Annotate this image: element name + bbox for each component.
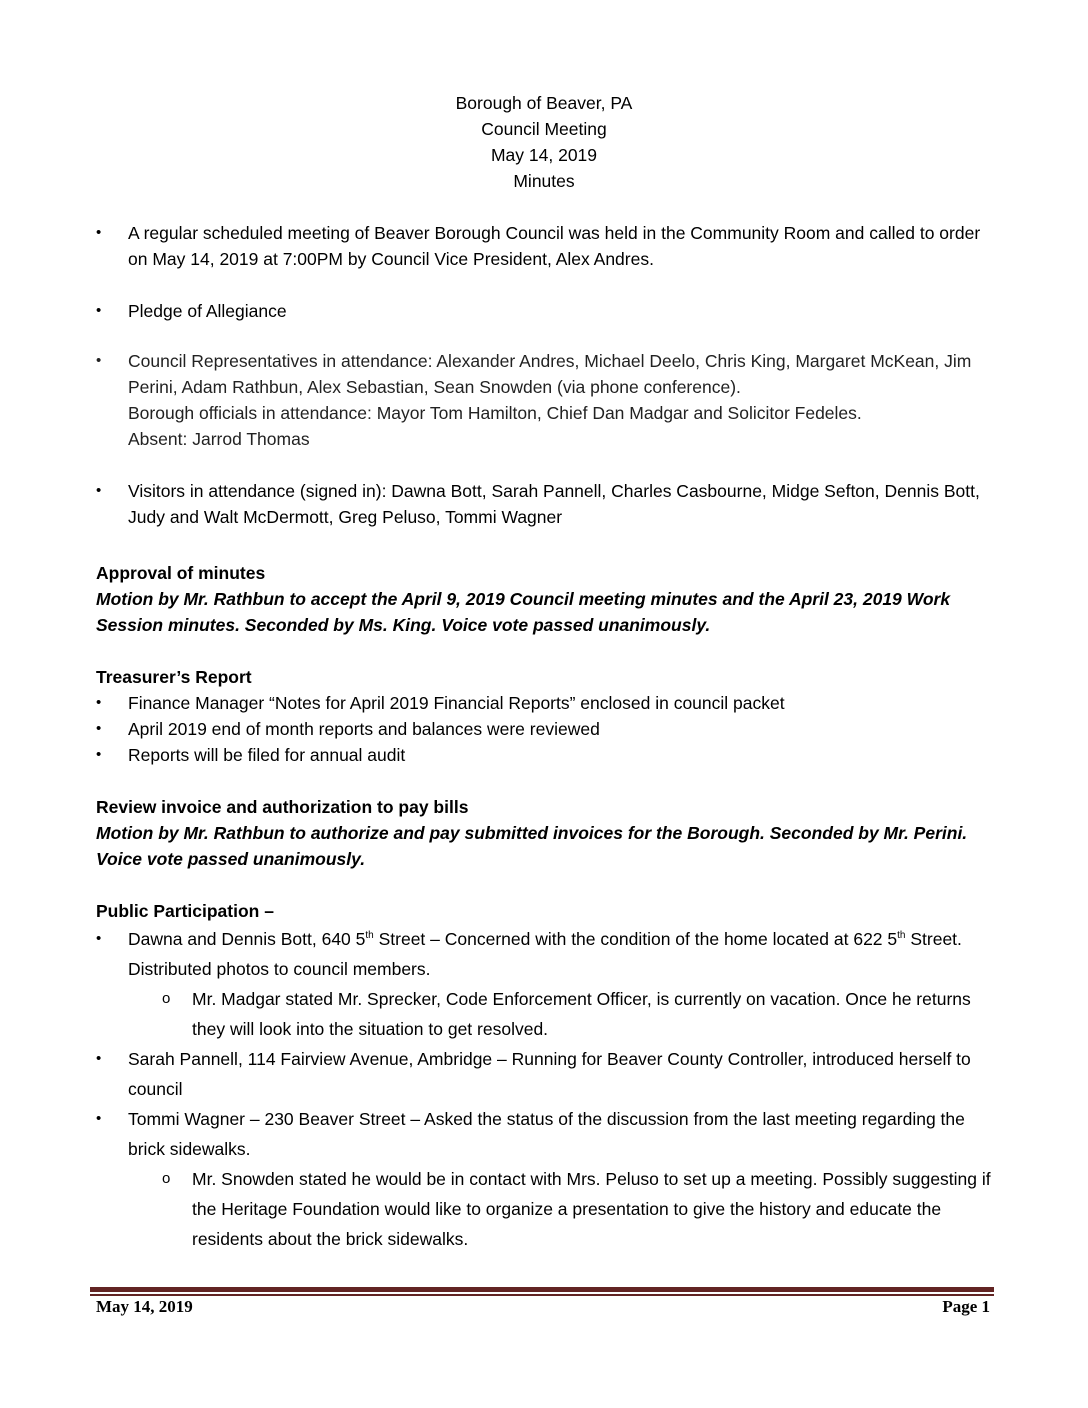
footer-page-number: Page 1 bbox=[942, 1297, 990, 1316]
bullet-icon: • bbox=[96, 1050, 102, 1067]
title-borough: Borough of Beaver, PA bbox=[455, 93, 633, 113]
footer-date: May 14, 2019 bbox=[96, 1297, 193, 1316]
public-item-bott: • Dawna and Dennis Bott, 640 5th Street – Concerned with the condition of the home located at 622 5th Street. Distributed photos to council members. bbox=[96, 924, 996, 984]
bullet-icon: • bbox=[96, 746, 102, 763]
document-title-block bbox=[0, 90, 1088, 194]
footer-rule-thick bbox=[90, 1287, 994, 1292]
bullet-icon: • bbox=[96, 930, 102, 947]
sub-bullet-icon: o bbox=[162, 990, 171, 1007]
treasurer-item: • Finance Manager “Notes for April 2019 Financial Reports” enclosed in council packet bbox=[96, 690, 996, 716]
treasurer-item: • April 2019 end of month reports and balances were reviewed bbox=[96, 716, 996, 742]
title-meeting: Council Meeting bbox=[481, 119, 607, 139]
attendance-council: Council Representatives in attendance: Alexander Andres, Michael Deelo, Chris King, Margaret McKean, Jim Perini, Adam Rathbun, Alex Sebastian, Sean Snowden (via phone conference). bbox=[128, 351, 972, 397]
public-item-wagner: • Tommi Wagner – 230 Beaver Street – Asked the status of the discussion from the last meeting regarding the brick sidewalks. bbox=[96, 1104, 996, 1164]
bullet-icon: • bbox=[96, 302, 102, 319]
attendance-absent: Absent: Jarrod Thomas bbox=[128, 429, 310, 449]
bullet-icon: • bbox=[96, 694, 102, 711]
visitors-item: • Visitors in attendance (signed in): Dawna Bott, Sarah Pannell, Charles Casbourne, Midge Sefton, Dennis Bott, Judy and Walt McDermott, Greg Peluso, Tommi Wagner bbox=[96, 478, 996, 530]
attendance-item bbox=[96, 348, 996, 452]
treasurer-heading: Treasurer’s Report bbox=[96, 667, 252, 687]
title-minutes: Minutes bbox=[513, 171, 575, 191]
invoices-motion: Motion by Mr. Rathbun to authorize and pay submitted invoices for the Borough. Seconded by Mr. Perini. Voice vote passed unanimously. bbox=[96, 823, 968, 869]
public-subitem-madgar: o Mr. Madgar stated Mr. Sprecker, Code Enforcement Officer, is currently on vacation. Once he returns they will look into the situation to get resolved. bbox=[96, 984, 996, 1044]
bullet-icon: • bbox=[96, 720, 102, 737]
call-to-order-item: • A regular scheduled meeting of Beaver Borough Council was held in the Community Room and called to order on May 14, 2019 at 7:00PM by Council Vice President, Alex Andres. bbox=[96, 220, 996, 272]
pledge-item: • Pledge of Allegiance bbox=[96, 298, 996, 324]
invoices-heading: Review invoice and authorization to pay bills bbox=[96, 797, 469, 817]
bullet-icon: • bbox=[96, 352, 102, 369]
bullet-icon: • bbox=[96, 224, 102, 241]
public-participation-section bbox=[96, 898, 996, 1254]
attendance-officials: Borough officials in attendance: Mayor Tom Hamilton, Chief Dan Madgar and Solicitor Fedeles. bbox=[128, 403, 862, 423]
approval-motion: Motion by Mr. Rathbun to accept the April 9, 2019 Council meeting minutes and the April 23, 2019 Work Session minutes. Seconded by Ms. King. Voice vote passed unanimously. bbox=[96, 589, 951, 635]
title-date: May 14, 2019 bbox=[490, 145, 598, 165]
treasurer-item: • Reports will be filed for annual audit bbox=[96, 742, 996, 768]
approval-heading: Approval of minutes bbox=[96, 563, 266, 583]
public-item-pannell: • Sarah Pannell, 114 Fairview Avenue, Ambridge – Running for Beaver County Controller, introduced herself to council bbox=[96, 1044, 996, 1104]
sub-bullet-icon: o bbox=[162, 1170, 171, 1187]
approval-section bbox=[96, 560, 996, 638]
footer-rule-thin bbox=[90, 1294, 994, 1296]
public-heading: Public Participation – bbox=[96, 901, 274, 921]
treasurer-section bbox=[96, 664, 996, 768]
bullet-icon: • bbox=[96, 1110, 102, 1127]
page-footer bbox=[96, 1297, 990, 1317]
opening-section bbox=[96, 220, 996, 530]
public-subitem-snowden: o Mr. Snowden stated he would be in contact with Mrs. Peluso to set up a meeting. Possibly suggesting if the Heritage Foundation would like to organize a presentation to give the history and educate the residents about the brick sidewalks. bbox=[96, 1164, 996, 1254]
bullet-icon: • bbox=[96, 482, 102, 499]
invoices-section bbox=[96, 794, 996, 872]
